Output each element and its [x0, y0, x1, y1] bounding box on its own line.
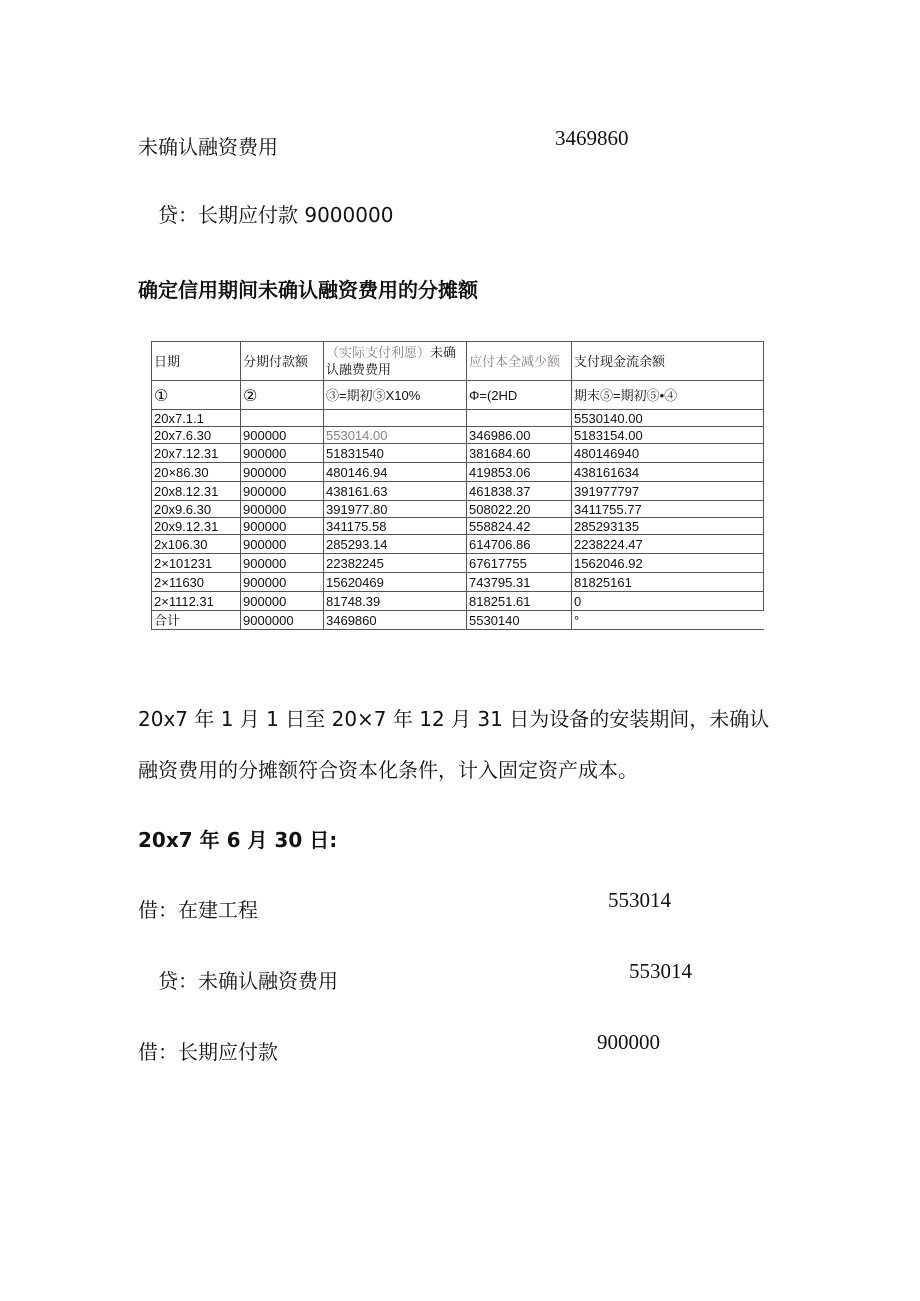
formula-interest: ③=期初⑤X10%	[324, 381, 467, 410]
table-total-row	[152, 611, 764, 630]
cell-balance: 5183154.00	[572, 427, 764, 444]
cell-total-interest: 3469860	[324, 611, 467, 630]
header-interest-part-c: 未确认融费费用	[326, 345, 457, 377]
cell-balance: 5530140.00	[572, 410, 764, 427]
cell-balance: 391977797	[572, 482, 764, 501]
table-formula-row	[152, 381, 764, 410]
cell-principal: 614706.86	[467, 535, 572, 554]
cell-pay: 900000	[241, 427, 324, 444]
cell-date: 20x7.6.30	[152, 427, 241, 444]
paragraph-line-1: 20x7 年 1 月 1 日至 20×7 年 12 月 31 日为设备的安装期间，未确认	[138, 707, 770, 731]
entry-debit-long-term-payable-value: 900000	[597, 1030, 660, 1054]
entry-credit-finance-cost-value: 553014	[629, 959, 692, 983]
cell-date: 20x9.6.30	[152, 501, 241, 518]
table-row	[152, 573, 764, 592]
cell-date: 2×11630	[152, 573, 241, 592]
header-interest-part-a: （实际支	[326, 345, 379, 360]
cell-pay: 900000	[241, 535, 324, 554]
formula-principal: Φ=(2HD	[467, 381, 572, 410]
cell-principal: 508022.20	[467, 501, 572, 518]
table-row	[152, 427, 764, 444]
cell-pay: 900000	[241, 501, 324, 518]
table-header-row	[152, 342, 764, 381]
cell-balance: 2238224.47	[572, 535, 764, 554]
table-row	[152, 535, 764, 554]
section-heading: 确定信用期间未确认融资费用的分摊额	[138, 278, 478, 302]
cell-date: 20x9.12.31	[152, 518, 241, 535]
table-row	[152, 518, 764, 535]
cell-principal: 419853.06	[467, 463, 572, 482]
cell-principal: 743795.31	[467, 573, 572, 592]
paragraph-line-2: 融资费用的分摊额符合资本化条件，计入固定资产成本。	[138, 758, 638, 782]
cell-interest	[324, 410, 467, 427]
table-row	[152, 482, 764, 501]
cell-total-pay: 9000000	[241, 611, 324, 630]
formula-balance: 期末⑤=期初⑤•④	[572, 381, 764, 410]
entry-debit-long-term-payable-label: 借：长期应付款	[138, 1040, 278, 1064]
cell-interest: 15620469	[324, 573, 467, 592]
cell-principal: 346986.00	[467, 427, 572, 444]
entry-credit-finance-cost-label: 贷：未确认融资费用	[158, 969, 338, 993]
amortization-table	[151, 341, 764, 630]
cell-interest: 81748.39	[324, 592, 467, 611]
cell-principal	[467, 410, 572, 427]
cell-date: 20x7.1.1	[152, 410, 241, 427]
entry-debit-construction-label: 借：在建工程	[138, 898, 258, 922]
cell-principal: 558824.42	[467, 518, 572, 535]
cell-interest: 51831540	[324, 444, 467, 463]
cell-balance: 480146940	[572, 444, 764, 463]
table-row	[152, 444, 764, 463]
cell-balance: 81825161	[572, 573, 764, 592]
cell-interest: 553014.00	[324, 427, 467, 444]
cell-interest: 480146.94	[324, 463, 467, 482]
cell-balance: 3411755.77	[572, 501, 764, 518]
table-row	[152, 463, 764, 482]
entry-debit-construction-value: 553014	[608, 888, 671, 912]
cell-pay: 900000	[241, 463, 324, 482]
cell-principal: 461838.37	[467, 482, 572, 501]
cell-date: 2×101231	[152, 554, 241, 573]
cell-total-principal: 5530140	[467, 611, 572, 630]
credit-line-long-term-payable: 贷：长期应付款 9000000	[158, 203, 394, 227]
cell-date: 20×86.30	[152, 463, 241, 482]
cell-balance: 285293135	[572, 518, 764, 535]
cell-pay: 900000	[241, 554, 324, 573]
header-principal-reduction: 应付本全减少额	[467, 342, 572, 381]
cell-date: 20x8.12.31	[152, 482, 241, 501]
table-row	[152, 501, 764, 518]
header-date: 日期	[152, 342, 241, 381]
cell-balance: 1562046.92	[572, 554, 764, 573]
cell-interest: 341175.58	[324, 518, 467, 535]
header-interest	[324, 342, 467, 381]
cell-total-balance: °	[572, 611, 764, 630]
cell-pay: 900000	[241, 573, 324, 592]
cell-balance: 438161634	[572, 463, 764, 482]
formula-installment: ②	[241, 381, 324, 410]
header-interest-part-b: 付利愿）	[378, 345, 431, 360]
cell-pay: 900000	[241, 444, 324, 463]
date-heading: 20x7 年 6 月 30 日:	[138, 828, 338, 852]
account-label-unrecognized-finance-cost: 未确认融资费用	[138, 135, 278, 159]
cell-date: 2x106.30	[152, 535, 241, 554]
cell-balance: 0	[572, 592, 764, 611]
cell-pay: 900000	[241, 482, 324, 501]
cell-principal: 67617755	[467, 554, 572, 573]
table-row	[152, 554, 764, 573]
cell-interest: 22382245	[324, 554, 467, 573]
cell-pay: 900000	[241, 518, 324, 535]
table-row	[152, 592, 764, 611]
cell-date: 2×1112.31	[152, 592, 241, 611]
header-installment: 分期付款额	[241, 342, 324, 381]
cell-interest: 285293.14	[324, 535, 467, 554]
cell-interest: 438161.63	[324, 482, 467, 501]
cell-principal: 381684.60	[467, 444, 572, 463]
account-value-unrecognized-finance-cost: 3469860	[555, 126, 629, 150]
formula-date: ①	[152, 381, 241, 410]
cell-total-label: 合计	[152, 611, 241, 630]
header-balance: 支付现金流余额	[572, 342, 764, 381]
cell-pay	[241, 410, 324, 427]
cell-interest: 391977.80	[324, 501, 467, 518]
cell-date: 20x7.12.31	[152, 444, 241, 463]
table-row	[152, 410, 764, 427]
cell-principal: 818251.61	[467, 592, 572, 611]
cell-pay: 900000	[241, 592, 324, 611]
